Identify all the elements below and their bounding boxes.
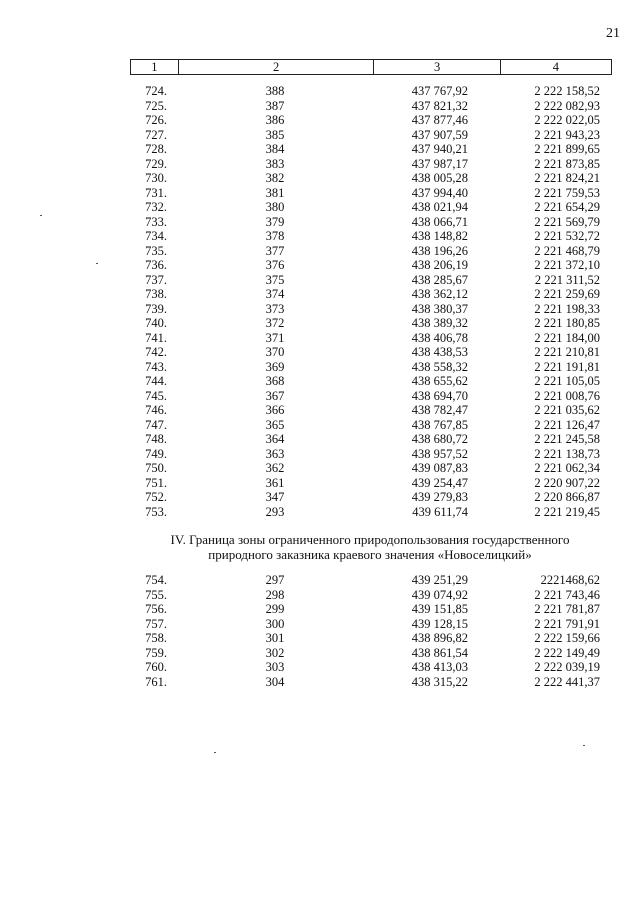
point-number: 368 <box>265 374 285 388</box>
point-number: 372 <box>265 316 285 330</box>
x-coordinate: 438 389,32 <box>411 316 468 330</box>
table-row <box>0 476 640 491</box>
table-row <box>0 215 640 230</box>
table-row <box>0 84 640 99</box>
row-number: 751. <box>145 475 167 490</box>
y-coordinate: 2 221 191,81 <box>534 359 600 374</box>
table-row <box>0 418 640 433</box>
y-coordinate: 2 221 008,76 <box>534 388 600 403</box>
table-row <box>0 403 640 418</box>
y-coordinate: 2 221 245,58 <box>534 432 600 446</box>
section-title-line-2: природного заказника краевого значения «Новоселицкий» <box>208 547 532 562</box>
point-number: 297 <box>265 573 285 587</box>
x-coordinate: 438 362,12 <box>411 287 468 301</box>
table-row <box>0 631 640 646</box>
row-number: 749. <box>145 446 167 461</box>
x-coordinate: 438 861,54 <box>411 645 468 660</box>
point-number: 383 <box>265 156 285 171</box>
row-number: 735. <box>145 243 167 258</box>
y-coordinate: 2 221 198,33 <box>534 301 600 316</box>
x-coordinate: 439 251,29 <box>411 573 468 587</box>
point-number: 384 <box>265 142 285 156</box>
header-col-2: 2 <box>179 60 375 74</box>
x-coordinate: 438 558,32 <box>411 359 468 374</box>
y-coordinate: 2 221 943,23 <box>534 127 600 142</box>
y-coordinate: 2 221 219,45 <box>534 504 600 519</box>
table-row <box>0 660 640 675</box>
table-row <box>0 646 640 661</box>
x-coordinate: 439 128,15 <box>411 616 468 631</box>
table-row <box>0 171 640 186</box>
point-number: 386 <box>265 113 285 127</box>
row-number: 758. <box>145 631 167 645</box>
x-coordinate: 438 767,85 <box>411 417 468 432</box>
table-row <box>0 258 640 273</box>
point-number: 379 <box>265 214 285 229</box>
table-row <box>0 113 640 128</box>
y-coordinate: 2 221 180,85 <box>534 316 600 330</box>
y-coordinate: 2 221 791,91 <box>534 616 600 631</box>
point-number: 301 <box>265 631 285 645</box>
table-row <box>0 432 640 447</box>
table-row <box>0 617 640 632</box>
row-number: 731. <box>145 185 167 200</box>
row-number: 729. <box>145 156 167 171</box>
point-number: 362 <box>265 461 285 475</box>
x-coordinate: 438 896,82 <box>411 631 468 645</box>
row-number: 739. <box>145 301 167 316</box>
x-coordinate: 438 413,03 <box>411 660 468 674</box>
table-row <box>0 447 640 462</box>
coordinates-table-1 <box>0 84 640 519</box>
x-coordinate: 437 994,40 <box>411 185 468 200</box>
row-number: 757. <box>145 616 167 631</box>
x-coordinate: 438 066,71 <box>411 214 468 229</box>
x-coordinate: 437 767,92 <box>411 84 468 98</box>
point-number: 347 <box>265 490 285 504</box>
x-coordinate: 438 285,67 <box>411 272 468 287</box>
row-number: 727. <box>145 127 167 142</box>
y-coordinate: 2 220 866,87 <box>534 490 600 504</box>
y-coordinate: 2 222 082,93 <box>534 98 600 113</box>
point-number: 374 <box>265 287 285 301</box>
section-title <box>130 532 610 562</box>
x-coordinate: 438 196,26 <box>411 243 468 258</box>
row-number: 756. <box>145 602 167 616</box>
y-coordinate: 2 221 311,52 <box>534 272 600 287</box>
table-row <box>0 200 640 215</box>
row-number: 753. <box>145 504 167 519</box>
x-coordinate: 438 148,82 <box>411 229 468 243</box>
table-row <box>0 588 640 603</box>
point-number: 366 <box>265 403 285 417</box>
x-coordinate: 438 380,37 <box>411 301 468 316</box>
scan-speck <box>214 752 216 753</box>
row-number: 750. <box>145 461 167 475</box>
point-number: 375 <box>265 272 285 287</box>
table-row <box>0 389 640 404</box>
x-coordinate: 438 315,22 <box>411 674 468 689</box>
y-coordinate: 2 221 184,00 <box>534 330 600 345</box>
x-coordinate: 437 907,59 <box>411 127 468 142</box>
table-row <box>0 490 640 505</box>
row-number: 741. <box>145 330 167 345</box>
coordinates-table-2 <box>0 573 640 689</box>
y-coordinate: 2 222 441,37 <box>534 674 600 689</box>
point-number: 377 <box>265 243 285 258</box>
x-coordinate: 438 655,62 <box>411 374 468 388</box>
table-row <box>0 142 640 157</box>
point-number: 370 <box>265 345 285 359</box>
table-header <box>130 59 612 75</box>
x-coordinate: 437 987,17 <box>411 156 468 171</box>
table-row <box>0 461 640 476</box>
x-coordinate: 439 279,83 <box>411 490 468 504</box>
x-coordinate: 439 074,92 <box>411 587 468 602</box>
point-number: 381 <box>265 185 285 200</box>
x-coordinate: 438 680,72 <box>411 432 468 446</box>
y-coordinate: 2 222 022,05 <box>534 113 600 127</box>
point-number: 293 <box>265 504 285 519</box>
row-number: 742. <box>145 345 167 359</box>
x-coordinate: 438 021,94 <box>411 200 468 214</box>
row-number: 733. <box>145 214 167 229</box>
header-col-4: 4 <box>552 60 559 74</box>
x-coordinate: 439 611,74 <box>412 504 468 519</box>
y-coordinate: 2 221 126,47 <box>534 417 600 432</box>
row-number: 759. <box>145 645 167 660</box>
row-number: 755. <box>145 587 167 602</box>
row-number: 754. <box>145 573 167 587</box>
x-coordinate: 438 005,28 <box>411 171 468 185</box>
point-number: 364 <box>265 432 285 446</box>
y-coordinate: 2 221 759,53 <box>534 185 600 200</box>
x-coordinate: 438 406,78 <box>411 330 468 345</box>
y-coordinate: 2 222 158,52 <box>534 84 600 98</box>
y-coordinate: 2 221 532,72 <box>534 229 600 243</box>
point-number: 385 <box>265 127 285 142</box>
row-number: 760. <box>145 660 167 674</box>
y-coordinate: 2 222 159,66 <box>534 631 600 645</box>
row-number: 725. <box>145 98 167 113</box>
point-number: 298 <box>265 587 285 602</box>
table-row <box>0 244 640 259</box>
row-number: 732. <box>145 200 167 214</box>
y-coordinate: 2 221 743,46 <box>534 587 600 602</box>
row-number: 726. <box>145 113 167 127</box>
y-coordinate: 2 221 569,79 <box>534 214 600 229</box>
row-number: 734. <box>145 229 167 243</box>
y-coordinate: 2 221 138,73 <box>534 446 600 461</box>
y-coordinate: 2 221 259,69 <box>534 287 600 301</box>
row-number: 736. <box>145 258 167 272</box>
y-coordinate: 2 221 824,21 <box>534 171 600 185</box>
y-coordinate: 2 221 654,29 <box>534 200 600 214</box>
row-number: 743. <box>145 359 167 374</box>
table-row <box>0 316 640 331</box>
row-number: 745. <box>145 388 167 403</box>
table-row <box>0 273 640 288</box>
point-number: 378 <box>265 229 285 243</box>
y-coordinate: 2 221 062,34 <box>534 461 600 475</box>
row-number: 737. <box>145 272 167 287</box>
y-coordinate: 2 222 149,49 <box>534 645 600 660</box>
table-row <box>0 345 640 360</box>
point-number: 369 <box>265 359 285 374</box>
x-coordinate: 438 438,53 <box>411 345 468 359</box>
point-number: 367 <box>265 388 285 403</box>
row-number: 752. <box>145 490 167 504</box>
point-number: 300 <box>265 616 285 631</box>
table-row <box>0 157 640 172</box>
scan-speck <box>583 745 585 746</box>
point-number: 365 <box>265 417 285 432</box>
x-coordinate: 437 940,21 <box>411 142 468 156</box>
y-coordinate: 2 221 899,65 <box>534 142 600 156</box>
table-row <box>0 602 640 617</box>
y-coordinate: 2 222 039,19 <box>534 660 600 674</box>
table-row <box>0 186 640 201</box>
point-number: 302 <box>265 645 285 660</box>
table-row <box>0 360 640 375</box>
point-number: 382 <box>265 171 285 185</box>
page-number: 21 <box>606 26 620 41</box>
row-number: 730. <box>145 171 167 185</box>
row-number: 728. <box>145 142 167 156</box>
point-number: 361 <box>265 475 285 490</box>
y-coordinate: 2 221 781,87 <box>534 602 600 616</box>
table-row <box>0 331 640 346</box>
row-number: 761. <box>145 674 167 689</box>
x-coordinate: 437 821,32 <box>411 98 468 113</box>
x-coordinate: 437 877,46 <box>411 113 468 127</box>
row-number: 740. <box>145 316 167 330</box>
scan-speck <box>96 263 98 264</box>
y-coordinate: 2 220 907,22 <box>534 475 600 490</box>
y-coordinate: 2 221 873,85 <box>534 156 600 171</box>
table-row <box>0 573 640 588</box>
table-row <box>0 374 640 389</box>
y-coordinate: 2 221 210,81 <box>534 345 600 359</box>
x-coordinate: 438 957,52 <box>411 446 468 461</box>
x-coordinate: 438 782,47 <box>411 403 468 417</box>
table-row <box>0 128 640 143</box>
row-number: 724. <box>145 84 167 98</box>
point-number: 363 <box>265 446 285 461</box>
table-row <box>0 302 640 317</box>
x-coordinate: 438 694,70 <box>411 388 468 403</box>
point-number: 388 <box>265 84 285 98</box>
point-number: 304 <box>265 674 285 689</box>
point-number: 380 <box>265 200 285 214</box>
x-coordinate: 438 206,19 <box>411 258 468 272</box>
section-title-line-1: IV. Граница зоны ограниченного природопользования государственного <box>170 532 570 547</box>
table-row <box>0 505 640 520</box>
table-row <box>0 229 640 244</box>
point-number: 299 <box>265 602 285 616</box>
x-coordinate: 439 087,83 <box>411 461 468 475</box>
row-number: 738. <box>145 287 167 301</box>
point-number: 376 <box>265 258 285 272</box>
row-number: 748. <box>145 432 167 446</box>
row-number: 744. <box>145 374 167 388</box>
x-coordinate: 439 151,85 <box>411 602 468 616</box>
header-col-1: 1 <box>131 60 179 74</box>
y-coordinate: 2 221 035,62 <box>534 403 600 417</box>
point-number: 373 <box>265 301 285 316</box>
header-col-3: 3 <box>374 60 500 74</box>
table-row <box>0 287 640 302</box>
y-coordinate: 2 221 105,05 <box>534 374 600 388</box>
y-coordinate: 2 221 372,10 <box>534 258 600 272</box>
point-number: 387 <box>265 98 285 113</box>
x-coordinate: 439 254,47 <box>411 475 468 490</box>
y-coordinate: 2221468,62 <box>540 573 600 587</box>
table-row <box>0 99 640 114</box>
point-number: 303 <box>265 660 285 674</box>
scan-speck <box>40 215 42 216</box>
row-number: 747. <box>145 417 167 432</box>
row-number: 746. <box>145 403 167 417</box>
y-coordinate: 2 221 468,79 <box>534 243 600 258</box>
point-number: 371 <box>265 330 285 345</box>
table-row <box>0 675 640 690</box>
